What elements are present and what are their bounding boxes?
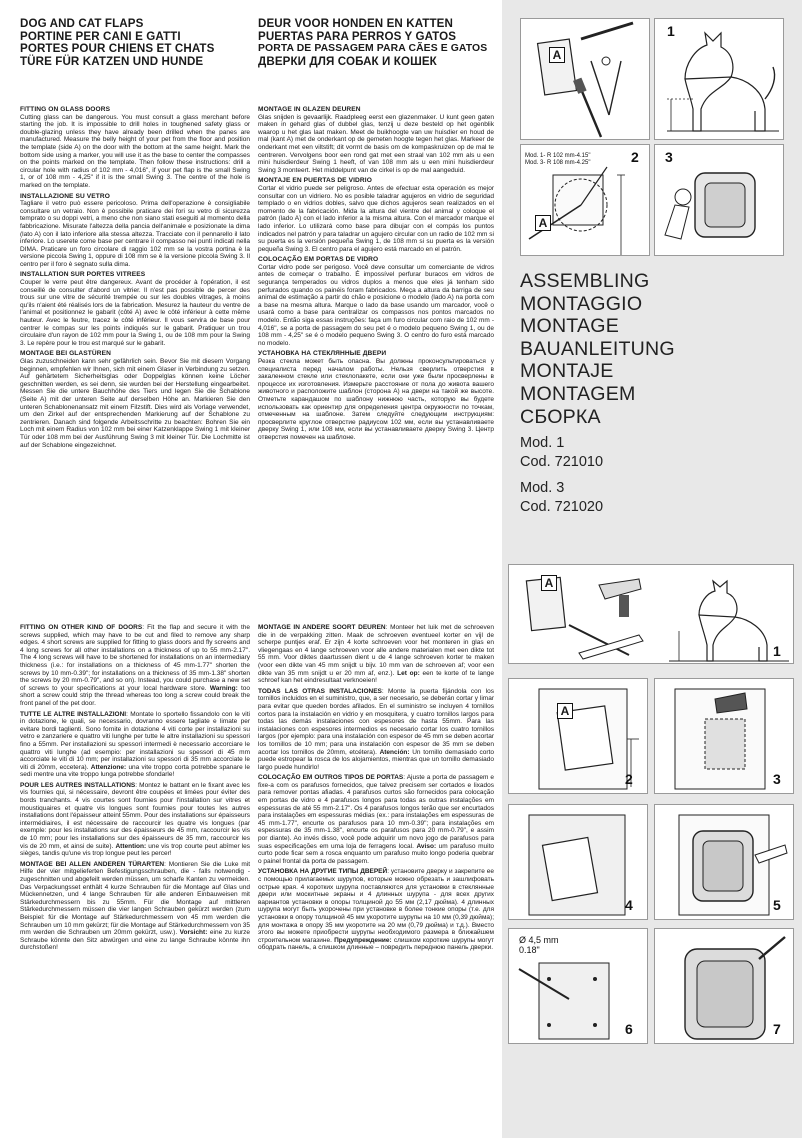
middle-other-sections — [258, 624, 494, 955]
template-side-a-label: A — [541, 575, 557, 591]
warning-text: too short a screw could strip the thread whereas too long a screw could break the front panel of the pet door. — [20, 684, 250, 707]
title-line: PORTA DE PASSAGEM PARA CÃES E GATOS — [258, 43, 488, 55]
model-code: Cod. 721020 — [520, 498, 604, 515]
section-puertas-vidrio — [258, 177, 494, 253]
model-name: Mod. 1 — [520, 435, 565, 451]
section-glastueren — [20, 350, 250, 449]
flap-in-glass-panel — [654, 144, 784, 256]
section-steklyannye — [258, 350, 494, 441]
section-heading: MONTAGE IN ANDERE SOORT DEUREN — [258, 624, 386, 631]
step-number: 3 — [665, 149, 673, 165]
section-other-doors — [20, 624, 250, 708]
left-title — [20, 18, 250, 68]
section-body: : Monte la puerta fijándola con los tornillos incluidos en el suministro, que, a ser necesario, se deberán cortar y limar para evitar que queden bordes afilados. En el suministro se incluyen 4 tornillos cortos para la instalación en vidrio y en mosquitera, y cuatro tornillos largos para todas las demás instalaciones con espesores de hasta 55mm. Para las instalaciones con espesores intermedios es necesario cortar los cuatro tornillos largos (por ejemplo: para una instalación con espesor de 45 mm se deben acortar los tornillos de 10 mm; para una instalación con espesor de 35 mm se deben acortar los tornillos de 20mm, etcétera). — [258, 687, 495, 756]
warning-label: Aviso: — [416, 842, 437, 850]
model-codes — [520, 434, 603, 516]
section-otras — [258, 688, 494, 772]
title-line: TÜRE FÜR KATZEN UND HUNDE — [20, 54, 204, 68]
title-line: DEUR VOOR HONDEN EN KATTEN — [258, 17, 453, 30]
section-vetro — [20, 193, 250, 269]
flap-mounted-illustration — [655, 145, 784, 256]
section-body: : Fit the flap and secure it with the screws supplied, which may have to be cut and filed to remove any sharp edges. 4 short screws are supplied for fitting to glass doors and fly screens and 4 long screws for all other installations on a thickness of up to 55 mm-2.17". The 4 long screws will have to be shortened for installations on an intermediary thickness (i.e.: for installations on a thickness of 45 mm-1.77" shorten the screws by 10 mm-0.39"; for installations on a thickness of 35 mm-1.38" shorten the screws by 20 mm-0.79", and so on). Instead, you could purchase a new set of screws to your specifications at your local hardware store. — [20, 624, 250, 692]
section-autres — [20, 782, 250, 858]
section-heading: FITTING ON GLASS DOORS — [20, 106, 111, 113]
section-heading: MONTAGE BEI GLASTÜREN — [20, 350, 111, 358]
section-heading: УСТАНОВКА НА ДРУГИЕ ТИПЫ ДВЕРЕЙ — [258, 868, 388, 876]
title-line: PUERTAS PARA PERROS Y GATOS — [258, 29, 457, 43]
middle-title — [258, 18, 494, 68]
section-body: : Monteer het luik met de schroeven die in de verpakking zitten. Maak de schroeven eventueel korter en vijl de scherpe puntjes eraf. Er zijn 4 korte schroeven voor het monteren in glas en vliegengaas en 4 lange schroeven voor alle andere materialen met een dikte tot 55 mm. Voor diktes daartussen dient u de 4 lange schroeven korter te maken (voor een dikte van 45 mm snijdt u bijv. 10 mm van de schroeven af; voor een dikte van 35 mm snijdt u er 20 mm af, enz.). — [258, 624, 494, 677]
section-glazen-deuren — [258, 106, 494, 174]
step-number: 3 — [773, 771, 781, 787]
assembly-title: MONTAJE — [520, 360, 614, 383]
title-line: ДВЕРКИ ДЛЯ СОБАК И КОШЕК — [258, 54, 437, 68]
section-heading: INSTALLATION SUR PORTES VITREES — [20, 271, 146, 279]
section-heading: COLOCAÇÃO EM PORTAS DE VIDRO — [258, 256, 379, 264]
left-other-sections — [20, 624, 250, 955]
model-name: Mod. 3 — [520, 480, 565, 496]
drill-diameter-mm: Ø 4,5 mm — [519, 935, 559, 945]
warning-text: um parafuso muito curto pode ficar sem a rosca enquanto um parafuso muito longo poderia quebrar o painel frontal da porta de passagem. — [258, 842, 494, 865]
step-number: 4 — [625, 897, 633, 913]
section-body: : Montate lo sportello fissandolo con le viti in dotazione, le quali, se necessario, dovranno essere tagliate e limate per evitare bordi taglienti. Sono fornite in dotazione 4 viti corte per installazioni su vetro e zanzariere e quattro viti lunghe per tutte le altre installazioni su spessori fino a 55mm. Per installazioni su spessori intermedi è necessario accorciare le quattro viti lunghe (ad esempio: per installazioni su spessori di 45 mm accorciate le viti di 10 mm; per installazioni su spessori di 35 mm accorciate le viti di 20mm, eccetera). — [20, 710, 250, 771]
warning-text: Un tornillo demasiado corto puede estropear la rosca de los alojamientos, mientras que un tornillo demasiado largo puede hundirlo! — [258, 748, 494, 771]
warning-label: Attenzione: — [90, 763, 127, 771]
assembly-title: MONTAGE — [520, 315, 620, 338]
glass-tools-panel — [520, 18, 650, 140]
warning-text: слишком короткие шурупы могут ободрать панель, а слишком длинные – повредить переднюю панель дверки. — [258, 936, 495, 952]
door-saw-panel — [654, 678, 794, 794]
warning-text: une vis trop courte peut abîmer les sièges, tandis qu'une vis trop longue peut les percer! — [20, 842, 251, 858]
model-code: Cod. 721010 — [520, 453, 604, 470]
warning-label: Let op: — [397, 669, 420, 677]
section-body: : Montieren Sie die Luke mit Hilfe der vier mitgelieferten Befestigungsschrauben, die - falls notwendig - zugeschnitten und abgefeilt werden müssen, um scharfe Kanten zu vermeiden. Das Verpackungsset enthält 4 kurze Schrauben für die Montage auf Glas und Mückennetzen, und 4 lange Schrauben für alle anderen Einbauweisen mit Stärkedurchmessern bis zu 55mm. Für die Montage auf mittleren Stärkedurchmessern müssen die vier langen Schrauben gekürzt werden (zum Beispiel: für die Montage auf Stärkedurchmessern von 45 mm werden die Schrauben um 10 mm gekürzt; für die Montage auf Stärkedurchmessern von 35 mm werden die Schrauben um 20mm gekürzt, usw.). — [20, 860, 250, 937]
warning-label: Предупреждение: — [334, 936, 392, 944]
step-number: 6 — [625, 1021, 633, 1037]
assembly-title: BAUANLEITUNG — [520, 337, 675, 360]
section-outros-tipos — [258, 774, 494, 865]
template-compass-panel — [520, 144, 650, 256]
step-number: 5 — [773, 897, 781, 913]
warning-label: Atención: — [379, 748, 410, 756]
section-heading: INSTALLAZIONE SU VETRO — [20, 192, 110, 200]
section-fitting-glass — [20, 106, 250, 190]
assembly-title: MONTAGGIO — [520, 292, 643, 315]
section-body: Glas zuzuschneiden kann sehr gefährlich sein. Bevor Sie mit diesem Vorgang beginnen, empfehlen wir Ihnen, sich mit einem Glaser in Verbindung zu setzen. Auf gehärtetem Sicherheitsglas oder Doppelglas können keine Löcher geschnitten werden, es sei denn, sie wurden bei der Herstellung eingearbeitet. Messen Sie die untere Bauchhöhe des Tiers und legen Sie die Schablone (Seite A) mit der unteren Seite auf derselben Höhe an. Markieren Sie den unteren Schablonenansatz mit einem Filzstift. Dies wird als Vorlage verwendet, um den Zirkel auf der entsprechenden Markierung auf der Schablone zu zentrieren. Danach sind folgende Arbeitsschritte zu beachten: Bohren Sie ein Loch mit einem Radius von 102 mm bei einer Katzenklappe Swing 1 mit kleiner Tür oder 108 mm bei der Ausführung Swing 3 mit kleiner Tür. Die Lochmitte ist auf der Schablone eingezeichnet. — [20, 358, 250, 449]
section-heading: MONTAGE BEI ALLEN ANDEREN TÜRARTEN — [20, 860, 165, 868]
template-side-a-label: A — [557, 703, 573, 719]
drill-panel — [508, 928, 648, 1044]
drill-diameter-inch: 0.18" — [519, 945, 540, 955]
radius-label-mod3: Mod. 3- R 108 mm-4.25" — [525, 160, 591, 166]
warning-label: Attention: — [115, 842, 147, 850]
section-heading: MONTAGE IN GLAZEN DEUREN — [258, 106, 361, 113]
step-number: 2 — [631, 149, 639, 165]
section-body: Cortar vidro pode ser perigoso. Você deve consultar um comerciante de vidros antes de começar o trabalho. É impossível perfurar buracos em vidros de segurança temperados ou vidros duplos a menos que eles já tenham sido perfurados quando os painéis foram fabricados. Meça a altura da barriga de seu animal de estimação a partir do chão e posicione o modelo (lado A) na porta com a base na mesma altura. Marque o lado da base usando um marcador, você o usará como a base para centralizar os compassos nos pontos marcados no modelo. Então siga essas instruções: faça um furo circular com raio de 102 mm - 4,016", se a porta de passagem do seu pet é o modelo pequeno Swing 1, ou de 108 mm - 4,25" se é o modelo pequeno Swing 3. O centro do furo está marcado no modelo. — [258, 263, 494, 347]
assembly-title: MONTAGEM — [520, 382, 636, 405]
radius-label-mod1: Mod. 1- R 102 mm-4.15" — [525, 153, 591, 159]
warning-label: Warning: — [209, 684, 238, 692]
left-glass-sections — [20, 106, 250, 452]
door-template-panel — [508, 678, 648, 794]
cat-measure-panel — [654, 18, 784, 140]
section-body: : Montez le battant en le fixant avec les vis fournies qui, si nécessaire, devront être coupées et limées pour éviter des bords tranchants. 4 vis courtes sont fournies pour l'installation sur vitres et moustiquaires et quatre vis longues sont fournies pour toutes les autres installations dont l'épaisseur atteint 55mm. Pour des installations sur épaisseurs intermédiaires, il est nécessaire de raccourcir les quatre vis longues (par exemple: pour les installations sur des épaisseurs de 45 mm, raccourcir les vis de 10 mm; pour les installations sur des épaisseurs de 35 mm, raccourcir les vis de 20 mm, et ainsi de suite). — [20, 781, 250, 850]
step-number: 1 — [773, 643, 781, 659]
left-column — [20, 0, 251, 952]
section-body: Couper le verre peut être dangereux. Avant de procéder à l'opération, il est conseillé de consulter d'abord un vitrier. Il n'est pas possible de percer des trous sur une vitre de sécurité trempée ou sur les doubles vitrages, à moins qu'ils n'aient été réalisés lors de la fabrication. Mesurez la hauteur du ventre de l'animal et positionnez le gabarit (côté A) avec le côté inférieur à cette même hauteur. Avec le feutre, tracez le côté inférieur. Il vous servira de base pour centrer le compas sur les points indiqués sur le gabarit. Pratiquer un trou circulaire d'un rayon de 102 mm pour la Swing 1, ou de 108 mm pour la Swing 3. Le repère pour le trou est marqué sur le gabarit. — [20, 279, 250, 347]
section-body: Cortar el vidrio puede ser peligroso. Antes de efectuar esta operación es mejor consultar con un vidriero. No es posible taladrar agujeros en vidrio de seguridad templado o en vidrios dobles, salvo que dichos agujeros sean realizados en el momento de la fabricación. Mida la altura del vientre del animal y coloque el patrón (lado A) con el lado inferior a la misma altura. Con el marcador marque el lado inferior. Lo utilizará como base para dibujar con el compás los puntos indicados nel patrón y para taladrar un agujero circular con un radio de 102 mm si su puerta es la versión pequeña Swing 1, de 108 mm si su puerta es la versión pequeña Swing 3. El centro para el agujero está marcado en el patrón. — [258, 184, 494, 253]
step-number: 1 — [667, 23, 675, 39]
illustration-column — [502, 0, 802, 1138]
section-body: Cutting glass can be dangerous. You must consult a glass merchant before starting the job. It is impossible to drill holes in toughened safety glass or double-glazing unless they have already been drilled when the panes are manufactured. Measure the belly height of your pet from the floor and position the template (side A) on the door with the bottom at the same height. Mark the bottom side using a marker, you will use it as the base to center the compasses on the points marked on the template. Then follow these instructions: drill a circular hole with radius of 102 mm - 4,016", if your pet flap is the small Swing 1, or of 108 mm - 4,25" if it is the small Swing 3. The centre of the hole is marked on the template. — [20, 113, 250, 189]
section-body: Glas snijden is gevaarlijk. Raadpleeg eerst een glazenmaker. U kunt geen gaten maken in gehard glas of dubbel glas, tenzij u deze besteld op het ogenblik waarop u het glas laat maken. Meet de buikhoogte van uw huisdier en houd de mal (kant A) met de onderkant op de gemeten hoogte tegen het glas. Markeer de onderkant met een viltstift; dit vormt de basis om de kompaskruizen op de mal te centreren. Vervolgens boor een rond gat met een straal van 102 mm als u een mini huisdierdeur Swing 1 heeft, of van 108 mm als u een mini huisdierdeur Swing 3 monteert. Het middelpunt van de cirkel is op de mal aangeduid. — [258, 113, 494, 174]
warning-text: una vite troppo corta potrebbe spanare le sedi mentre una vite troppo lunga potrebbe sfondarle! — [20, 763, 251, 779]
section-heading: MONTAJE EN PUERTAS DE VIDRIO — [258, 177, 372, 185]
section-body: Резка стекла может быть опасна. Вы должны проконсультироваться у специалиста перед началом работы. Нельзя сверлить отверстия в закаленном стекле или стеклопакете, если они уже были просверлены в процессе их изготовления. Измерьте расстояние от пола до живота вашего животного и расположите шаблон (сторона A) на двери на такой же высоте. Отметьте карандашом по шаблону нижнюю часть, которую вы будете использовать как ориентир для определения центра окружности по точкам, отмеченным на шаблоне. Затем следуйте следующим инструкциям: просверлите круглое отверстие радиусом 102 мм, если вы устанавливаете дверку Swing 1, или 108 мм, если вы устанавливаете дверку Swing 3. Центр отверстия помечен на шаблоне. — [258, 358, 494, 441]
middle-column — [258, 0, 495, 952]
door-cutout-panel — [508, 804, 648, 920]
section-body: : установите дверку и закрепите ее с помощью прилагаемых шурупов, которые можно обрезать и зашлифовать острые края. 4 коротких шурупа поставляются для установки в стеклянные двери или москитные экраны и 4 длинных шурупа - для всех других вариантов установки в опоры толщиной до 55 мм (2,17 дюйма). 4 длинных шурупа могут быть укорочены при установке в более тонкие опоры (т.е. для установки в опору толщиной 45 мм укоротите шурупы на 10 мм (0,39 дюйма); для монтажа в опору 35 мм укоротите на 20 мм (0,79 дюйма) и т.д.). Вместо этого вы можете приобрести шурупы необходимого размера в ближайшем строительном магазине. — [258, 868, 494, 944]
section-anderen — [20, 861, 250, 952]
template-side-a-label: A — [549, 47, 565, 63]
assembly-title: ASSEMBLING — [520, 270, 650, 292]
title-line: DOG AND CAT FLAPS — [20, 17, 144, 30]
template-side-a-label: A — [535, 215, 551, 231]
template-and-tools-illustration — [521, 19, 650, 140]
section-heading: TUTTE LE ALTRE INSTALLAZIONI — [20, 710, 127, 718]
section-body: : Ajuste a porta de passagem e fixe-a com os parafusos fornecidos, que talvez precisem ser cortados e lixados para remover pontas afiadas. 4 parafusos curtos são fornecidos para colocação em portas de vidro e 4 parafusos longos para todas as outras instalações em espessuras de até 55 mm-2.17". Os 4 parafusos longos terão que ser encurtados para instalações em espessuras médias (ex.: para instalações em espessuras de 45 mm-1.77", encurte os parafusos para 10 mm-0.39"; para instalações em espessuras de 35 mm-1.38", encurte os parafusos para 20 mm-0.79", e assim por diante). Ao invés disso, você pode adquirir um novo jogo de parafusos para suas especificações em uma loja de ferragens local. — [258, 774, 494, 850]
section-heading: COLOCAÇÃO EM OUTROS TIPOS DE PORTAS — [258, 774, 404, 782]
assembly-title: СБОРКА — [520, 405, 601, 428]
section-portas-vidro — [258, 256, 494, 347]
section-andere-deuren — [258, 624, 494, 685]
tools-and-cat-panel — [508, 564, 794, 664]
title-line: PORTES POUR CHIENS ET CHATS — [20, 42, 215, 56]
warning-label: Vorsicht: — [179, 929, 208, 937]
section-drugie-tipy — [258, 868, 494, 952]
section-heading: POUR LES AUTRES INSTALLATIONS — [20, 781, 136, 789]
warning-text: een te korte of te lange schroef kan het eindresultaat verknoeien! — [258, 669, 494, 685]
section-body: Tagliare il vetro può essere pericoloso. Prima dell'operazione è consigliabile consultare un vetraio. Non è possibile praticare dei fori su vetro di sicurezza temprato o su doppi vetri, a meno che non siano stati eseguiti al momento della fabbricazione. Misurate l'altezza della pancia dell'animale e posizionate la dima (lato A) con il lato inferiore alla stessa altezza. Tracciate con il pennarello il lato inferiore. Lo userete come base per centrare il compasso nei punti indicati nella DIMA. Praticare un foro circolare di raggio 102 mm se la vostra portina è la versione piccola Swing 1, oppure di 108 mm se è la versione piccola Swing 3. Il centro per il foro è segnato sulla dima. — [20, 200, 250, 268]
middle-glass-sections — [258, 106, 494, 445]
screw-panel — [654, 928, 794, 1044]
warning-text: eine zu kurze Schraube könnte den Sitz abwürgen und eine zu lange Schraube könnte ihn durchstoßen! — [20, 929, 251, 952]
section-heading: FITTING ON OTHER KIND OF DOORS — [20, 624, 143, 631]
step-number: 2 — [625, 771, 633, 787]
title-line: PORTINE PER CANI E GATTI — [20, 29, 181, 43]
section-vitrees — [20, 271, 250, 347]
section-altre — [20, 711, 250, 779]
flap-fit-panel — [654, 804, 794, 920]
assembly-titles — [520, 270, 675, 428]
step-number: 7 — [773, 1021, 781, 1037]
section-heading: TODAS LAS OTRAS INSTALACIONES — [258, 687, 382, 695]
section-heading: УСТАНОВКА НА СТЕКЛЯННЫЕ ДВЕРИ — [258, 350, 387, 358]
